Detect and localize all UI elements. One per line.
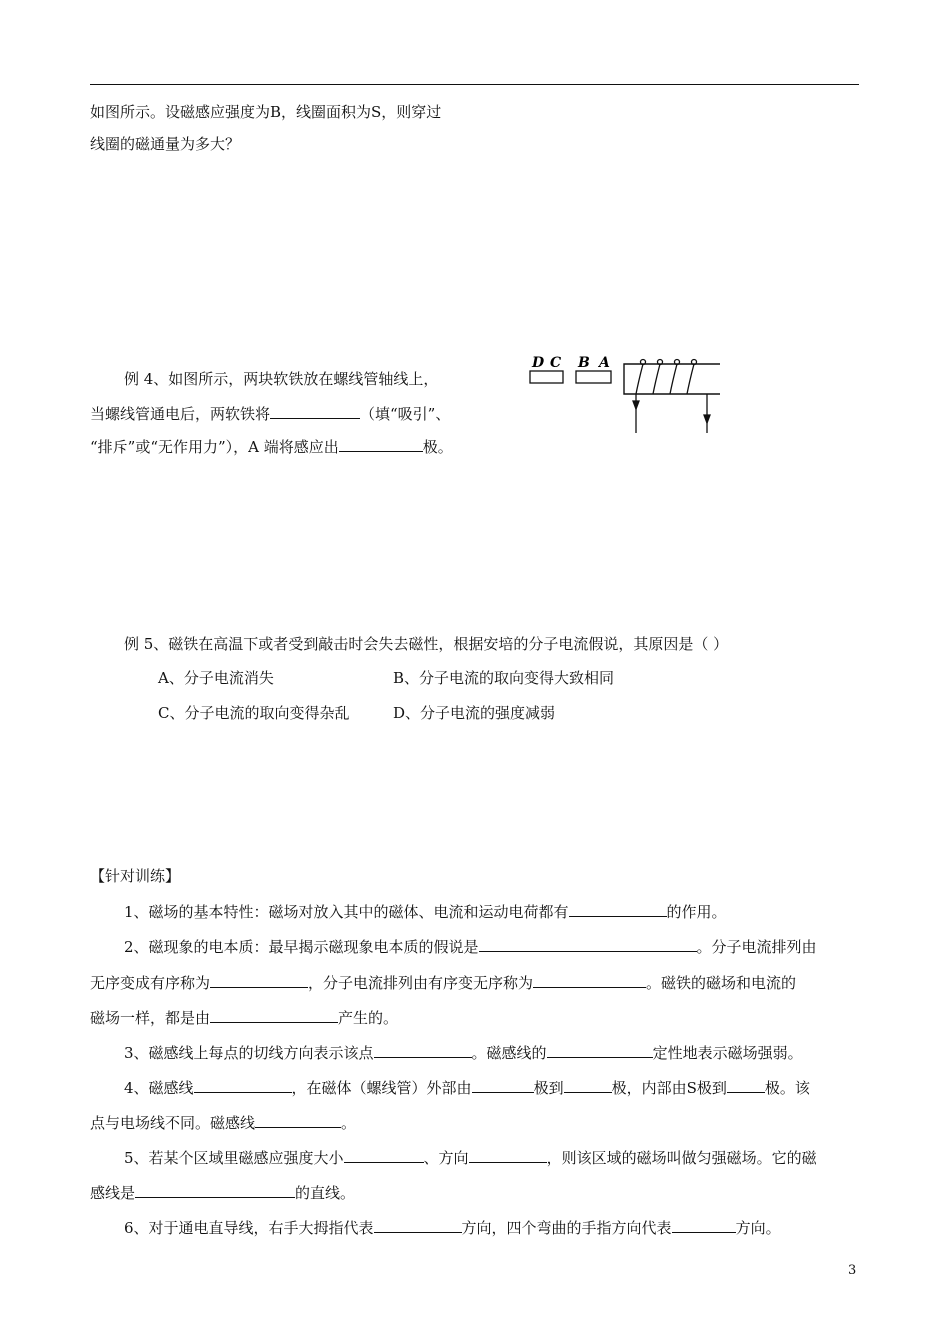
ex4-line3-tail: 极。 bbox=[422, 438, 453, 456]
lead-wires bbox=[633, 394, 710, 433]
item5-text-e: 的直线。 bbox=[295, 1184, 356, 1202]
item4-blank-1[interactable] bbox=[194, 1077, 292, 1093]
item5-text-d: 感线是 bbox=[90, 1184, 136, 1202]
ex4-line2 bbox=[90, 403, 450, 424]
item2-blank-2[interactable] bbox=[210, 972, 308, 988]
item2-text-f: 磁场一样，都是由 bbox=[90, 1009, 211, 1027]
item5-text-b: 、方向 bbox=[423, 1149, 469, 1167]
item6-text-c: 方向。 bbox=[735, 1219, 781, 1237]
q3-line2: 线圈的磁通量为多大？ bbox=[90, 135, 241, 153]
label-b: B bbox=[578, 355, 590, 371]
ex4-line3 bbox=[90, 436, 453, 457]
label-d: D bbox=[532, 355, 545, 371]
item4-blank-3[interactable] bbox=[564, 1077, 612, 1093]
item2-blank-1[interactable] bbox=[479, 936, 697, 952]
training-item-2-line2 bbox=[90, 972, 796, 993]
ex5-question: 例 5、磁铁在高温下或者受到敲击时会失去磁性，根据安培的分子电流假说，其原因是（ ） bbox=[124, 635, 729, 653]
item5-text-c: ，则该区域的磁场叫做匀强磁场。它的磁 bbox=[546, 1149, 817, 1167]
item5-text-a: 5、若某个区域里磁感应强度大小 bbox=[124, 1149, 344, 1167]
page-number: 3 bbox=[848, 1263, 857, 1278]
training-item-5-line1 bbox=[124, 1147, 817, 1168]
ex4-line2-text: 当螺线管通电后，两软铁将 bbox=[90, 405, 271, 423]
training-item-6 bbox=[124, 1217, 781, 1238]
item2-text-g: 产生的。 bbox=[338, 1009, 399, 1027]
item5-blank-2[interactable] bbox=[469, 1147, 547, 1163]
item2-text-c: 无序变成有序称为 bbox=[90, 974, 211, 992]
item3-blank-2[interactable] bbox=[547, 1042, 653, 1058]
ex4-blank-1[interactable] bbox=[270, 403, 360, 419]
training-item-4-line1 bbox=[124, 1077, 810, 1098]
training-item-1 bbox=[124, 901, 727, 922]
item1-text-a: 1、磁场的基本特性：磁场对放入其中的磁体、电流和运动电荷都有 bbox=[124, 903, 569, 921]
q3-line1: 如图所示。设磁感应强度为B，线圈面积为S，则穿过 bbox=[90, 103, 442, 121]
item6-text-a: 6、对于通电直导线，右手大拇指代表 bbox=[124, 1219, 374, 1237]
item4-text-d: 极，内部由S极到 bbox=[611, 1079, 727, 1097]
item5-blank-1[interactable] bbox=[344, 1147, 424, 1163]
item2-blank-3[interactable] bbox=[533, 972, 646, 988]
item6-blank-2[interactable] bbox=[672, 1217, 736, 1233]
item4-blank-2[interactable] bbox=[472, 1077, 534, 1093]
ex4-line2-tail: （填“吸引”、 bbox=[360, 405, 451, 423]
ex5-option-b[interactable]: B、分子电流的取向变得大致相同 bbox=[393, 669, 615, 687]
ex5-option-a[interactable]: A、分子电流消失 bbox=[158, 669, 274, 687]
item4-blank-5[interactable] bbox=[255, 1112, 341, 1128]
item4-text-b: ，在磁体（螺线管）外部由 bbox=[291, 1079, 472, 1097]
item3-blank-1[interactable] bbox=[374, 1042, 472, 1058]
item2-blank-4[interactable] bbox=[210, 1007, 338, 1023]
item6-text-b: 方向，四个弯曲的手指方向代表 bbox=[461, 1219, 672, 1237]
item3-text-a: 3、磁感线上每点的切线方向表示该点 bbox=[124, 1044, 374, 1062]
item4-text-f: 点与电场线不同。磁感线 bbox=[90, 1114, 256, 1132]
item2-text-d: ，分子电流排列由有序变无序称为 bbox=[308, 974, 534, 992]
training-item-2-line3 bbox=[90, 1007, 398, 1028]
item4-text-g: 。 bbox=[341, 1114, 357, 1132]
ex4-blank-2[interactable] bbox=[339, 436, 423, 452]
training-item-4-line2 bbox=[90, 1112, 356, 1133]
item1-blank[interactable] bbox=[569, 901, 667, 917]
item2-text-b: 。分子电流排列由 bbox=[696, 938, 817, 956]
item4-blank-4[interactable] bbox=[727, 1077, 765, 1093]
item4-text-e: 极。该 bbox=[764, 1079, 810, 1097]
soft-iron-ba bbox=[576, 371, 611, 383]
soft-iron-dc bbox=[530, 371, 563, 383]
item3-text-c: 定性地表示磁场强弱。 bbox=[652, 1044, 803, 1062]
label-c: C bbox=[550, 355, 562, 371]
solenoid-core bbox=[624, 364, 720, 394]
training-item-3 bbox=[124, 1042, 803, 1063]
item3-text-b: 。磁感线的 bbox=[471, 1044, 547, 1062]
item5-blank-3[interactable] bbox=[135, 1182, 295, 1198]
item2-text-e: 。磁铁的磁场和电流的 bbox=[646, 974, 797, 992]
ex5-option-d[interactable]: D、分子电流的强度减弱 bbox=[393, 704, 556, 722]
ex5-option-c[interactable]: C、分子电流的取向变得杂乱 bbox=[158, 704, 350, 722]
solenoid-diagram bbox=[526, 351, 726, 435]
item1-text-b: 的作用。 bbox=[666, 903, 727, 921]
training-heading: 【针对训练】 bbox=[90, 867, 181, 885]
item4-text-a: 4、磁感线 bbox=[124, 1079, 194, 1097]
item4-text-c: 极到 bbox=[533, 1079, 564, 1097]
ex4-line3-text: “排斥”或“无作用力”），A 端将感应出 bbox=[90, 438, 339, 456]
training-item-5-line2 bbox=[90, 1182, 355, 1203]
label-a: A bbox=[599, 355, 610, 371]
item6-blank-1[interactable] bbox=[374, 1217, 462, 1233]
training-item-2-line1 bbox=[124, 936, 817, 957]
item2-text-a: 2、磁现象的电本质：最早揭示磁现象电本质的假说是 bbox=[124, 938, 479, 956]
header-rule bbox=[90, 84, 859, 85]
ex4-line1: 例 4、如图所示，两块软铁放在螺线管轴线上， bbox=[124, 370, 439, 388]
